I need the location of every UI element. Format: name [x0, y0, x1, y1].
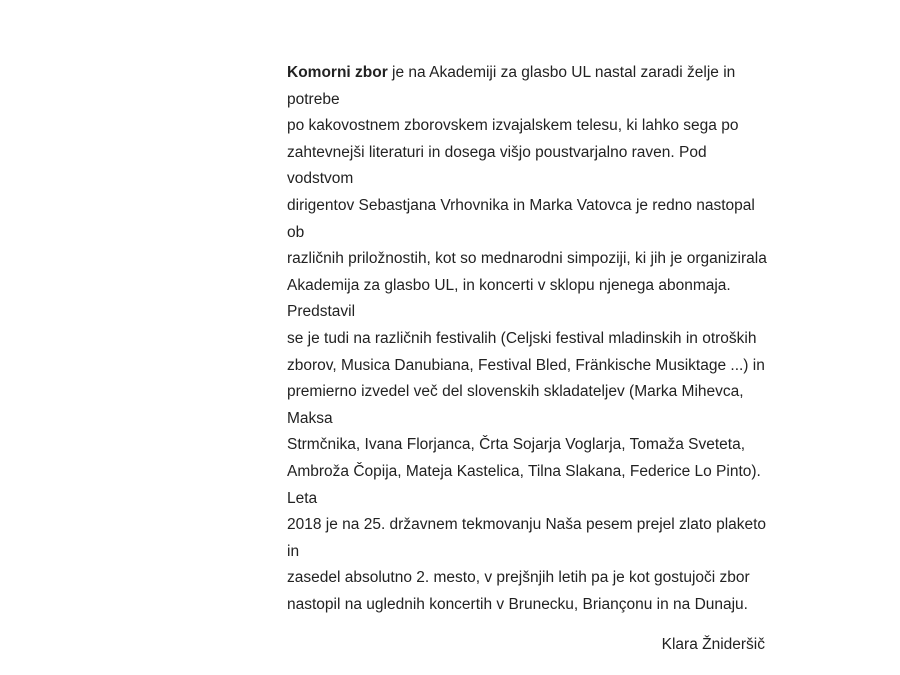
paragraph-line-12: 2018 je na 25. državnem tekmovanju Naša pesem prejel zlato plaketo in — [287, 516, 767, 560]
paragraph-line-4: dirigentov Sebastjana Vrhovnika in Marka Vatovca je redno nastopal ob — [287, 196, 755, 241]
article-content — [287, 60, 767, 658]
lead-bold-text: Komorni zbor — [287, 64, 388, 81]
paragraph-line-8: zborov, Musica Danubiana, Festival Bled, Fränkische Musiktage ...) in — [287, 356, 765, 374]
paragraph-line-11: Ambroža Čopija, Mateja Kastelica, Tilna Slakana, Federice Lo Pinto). Leta — [287, 462, 761, 507]
paragraph-line-7: se je tudi na različnih festivalih (Celjski festival mladinskih in otroških — [287, 329, 757, 347]
paragraph-line-14: nastopil na uglednih koncertih v Brunecku, Briançonu in na Dunaju. — [287, 595, 748, 613]
author-signature: Klara Žnideršič — [661, 636, 765, 654]
paragraph-line-6: Akademija za glasbo UL, in koncerti v sklopu njenega abonmaja. Predstavil — [287, 276, 731, 321]
paragraph-line-3: zahtevnejši literaturi in dosega višjo poustvarjalno raven. Pod vodstvom — [287, 143, 707, 188]
paragraph-line-2: po kakovostnem zborovskem izvajalskem telesu, ki lahko sega po — [287, 117, 739, 135]
paragraph-line-5: različnih priložnostih, kot so mednarodni simpoziji, ki jih je organizirala — [287, 250, 767, 268]
paragraph-line-9: premierno izvedel več del slovenskih skladateljev (Marka Mihevca, Maksa — [287, 383, 744, 427]
paragraph-line-1: je na Akademiji za glasbo UL nastal zaradi želje in potrebe — [287, 64, 736, 108]
paragraph-line-13: zasedel absolutno 2. mesto, v prejšnjih letih pa je kot gostujoči zbor — [287, 569, 750, 587]
article-paragraph — [287, 60, 767, 618]
paragraph-line-10: Strmčnika, Ivana Florjanca, Črta Sojarja Voglarja, Tomaža Sveteta, — [287, 436, 746, 454]
